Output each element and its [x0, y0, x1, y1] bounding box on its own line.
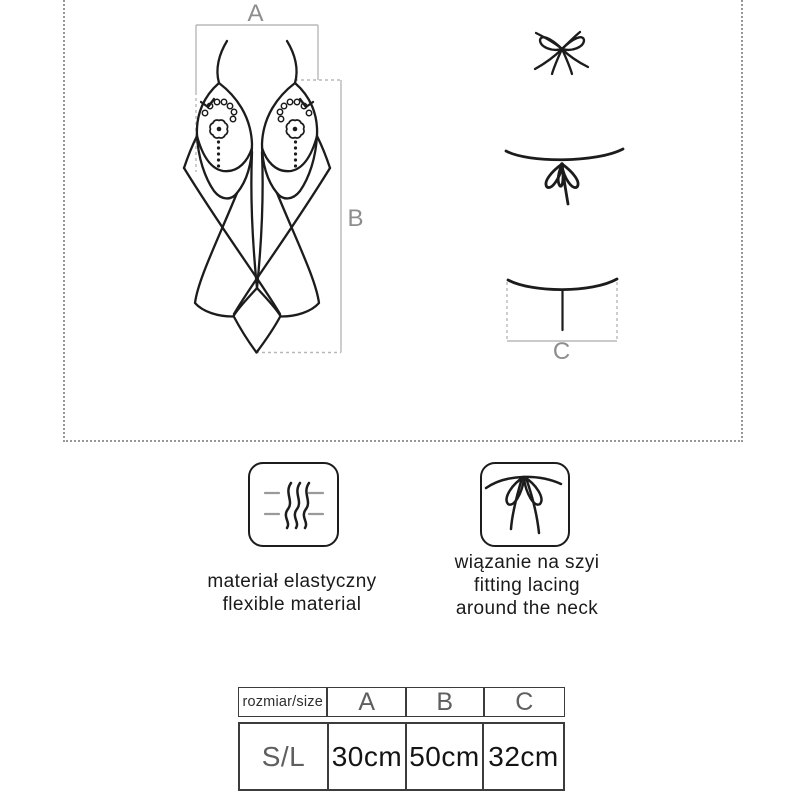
lace-pattern	[202, 99, 236, 167]
cell-value-b: 50cm	[405, 724, 482, 789]
header-cell-c: C	[483, 688, 565, 716]
measurement-guides	[196, 25, 617, 353]
feature-caption-lacing	[422, 551, 632, 620]
measurement-label-b: B	[347, 205, 365, 232]
measurement-label-a: A	[247, 0, 265, 27]
caption-line: fitting lacing	[474, 575, 580, 596]
elastic-material-icon	[248, 462, 339, 547]
caption-line: materiał elastyczny	[207, 571, 377, 592]
header-cell-size: rozmiar/size	[242, 694, 323, 710]
neck-lacing-icon	[480, 462, 570, 547]
header-cell-a: A	[326, 688, 405, 716]
bodysuit-drawing	[184, 41, 330, 353]
caption-line: flexible material	[222, 594, 362, 615]
measurement-label-c: C	[552, 338, 572, 365]
caption-line: around the neck	[455, 598, 599, 619]
gusset-sketch	[508, 279, 617, 330]
cell-size-name: S/L	[261, 740, 306, 772]
caption-line: wiązanie na szyi	[454, 552, 600, 573]
cell-value-a: 30cm	[327, 724, 405, 789]
size-table-header-row	[238, 687, 565, 717]
feature-caption-elastic	[177, 570, 407, 616]
size-table-data-row	[238, 722, 565, 791]
back-lacing-sketch	[506, 149, 623, 204]
header-cell-b: B	[405, 688, 483, 716]
size-table	[238, 687, 565, 791]
cell-value-c: 32cm	[482, 724, 563, 789]
neck-tie-sketch	[535, 32, 588, 74]
